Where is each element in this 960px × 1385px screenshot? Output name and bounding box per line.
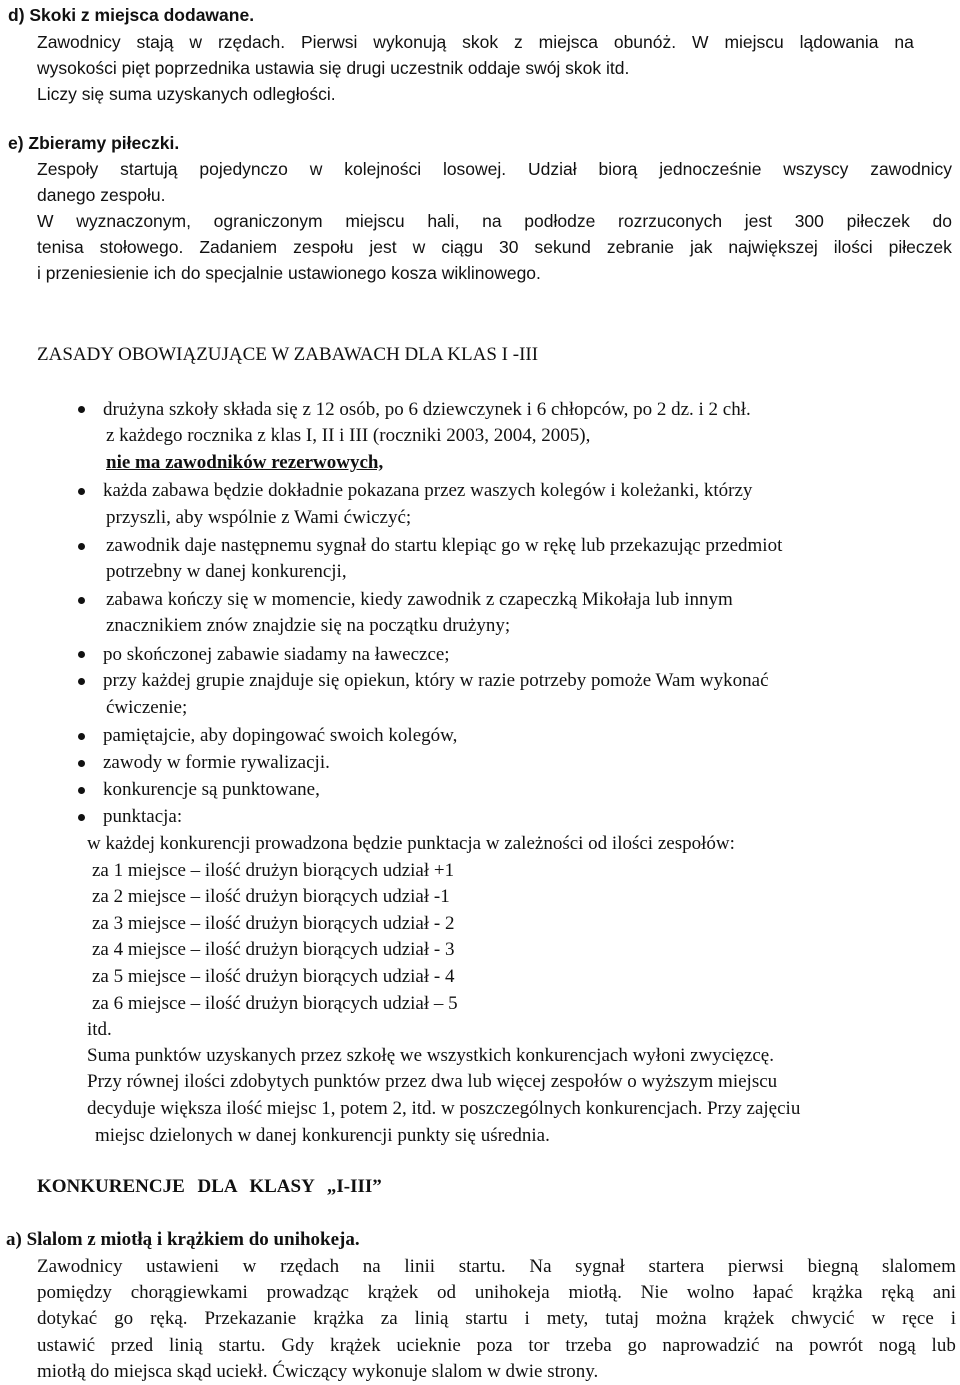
bullet-icon xyxy=(78,733,85,740)
scoring-row: za 5 miejsce – ilość drużyn biorących udział - 4 xyxy=(92,966,455,987)
scoring-etc: itd. xyxy=(87,1019,112,1040)
section-a-line-5: miotłą do miejsca skąd uciekł. Ćwiczący wykonuje slalom w dwie strony. xyxy=(37,1361,599,1382)
section-a-line-2: pomiędzy chorągiewkami prowadząc krążek od unihokeja miotłą. Nie wolno łapać krążka ręką ani xyxy=(37,1282,956,1303)
scoring-row: za 1 miejsce – ilość drużyn biorących udział +1 xyxy=(92,860,455,881)
bullet-icon xyxy=(78,651,85,658)
rule-item-4-cont: przyszli, aby wspólnie z Wami ćwiczyć; xyxy=(106,507,412,528)
section-e-line-5: i przeniesienie ich do specjalnie ustawionego kosza wiklinowego. xyxy=(37,263,541,283)
rule-item-5: zawodnik daje następnemu sygnał do startu klepiąc go w rękę lub przekazując przedmiot xyxy=(106,535,783,556)
section-a-line-4: ustawić przed linią startu. Gdy krążek ucieknie poza tor trzeba go naprowadzić na powrót nogą lub xyxy=(37,1335,956,1356)
scoring-row: za 4 miejsce – ilość drużyn biorących udział - 3 xyxy=(92,939,455,960)
summary-line-2: Przy równej ilości zdobytych punktów przez dwa lub więcej zespołów o wyższym miejscu xyxy=(87,1071,778,1092)
section-e-heading: e) Zbieramy piłeczki. xyxy=(8,133,180,153)
rule-item-6-cont: znacznikiem znów znajdzie się na początku drużyny; xyxy=(106,615,511,636)
section-a-line-1: Zawodnicy ustawieni w rzędach na linii startu. Na sygnał startera pierwsi biegną slalomem xyxy=(37,1256,956,1277)
rule-item-8: przy każdej grupie znajduje się opiekun, który w razie potrzeby pomoże Wam wykonać xyxy=(103,670,769,691)
competitions-heading: KONKURENCJE DLA KLASY „I-III” xyxy=(37,1176,382,1197)
rule-item-12: punktacja: xyxy=(103,806,183,827)
bullet-icon xyxy=(78,760,85,767)
bullet-icon xyxy=(78,787,85,794)
scoring-row: za 6 miejsce – ilość drużyn biorących udział – 5 xyxy=(92,993,458,1014)
rules-heading: ZASADY OBOWIĄZUJĄCE W ZABAWACH DLA KLAS I -III xyxy=(37,344,539,365)
section-d-line-2: wysokości pięt poprzednika ustawia się drugi uczestnik oddaje swój skok itd. xyxy=(37,58,630,78)
rule-item-7: po skończonej zabawie siadamy na ławeczce; xyxy=(103,644,450,665)
section-a-line-3: dotykać go ręką. Przekazanie krążka za linią startu i mety, tutaj można krążek chwycić w ręce i xyxy=(37,1308,956,1329)
section-e-line-2: danego zespołu. xyxy=(37,185,166,205)
rule-item-10: zawody w formie rywalizacji. xyxy=(103,752,330,773)
rule-item-2: z każdego rocznika z klas I, II i III (roczniki 2003, 2004, 2005), xyxy=(106,425,591,446)
rule-item-8-cont: ćwiczenie; xyxy=(106,697,188,718)
summary-line-1: Suma punktów uzyskanych przez szkołę we wszystkich konkurencjach wyłoni zwycięzcę. xyxy=(87,1045,774,1066)
section-d-heading: d) Skoki z miejsca dodawane. xyxy=(8,5,255,25)
section-e-line-4: tenisa stołowego. Zadaniem zespołu jest w ciągu 30 sekund zebranie jak największej ilości piłeczek xyxy=(37,237,952,257)
section-e-line-3: W wyznaczonym, ograniczonym miejscu hali, na podłodze rozrzuconych jest 300 piłeczek do xyxy=(37,211,952,231)
bullet-icon xyxy=(78,814,85,821)
bullet-icon xyxy=(78,678,85,685)
rule-item-9: pamiętajcie, aby dopingować swoich kolegów, xyxy=(103,725,458,746)
section-d-line-3: Liczy się suma uzyskanych odległości. xyxy=(37,84,336,104)
rule-item-3: nie ma zawodników rezerwowych, xyxy=(106,452,384,473)
section-e-line-1: Zespoły startują pojedynczo w kolejności losowej. Udział biorą jednocześnie wszyscy zawodnicy xyxy=(37,159,952,179)
scoring-row: za 3 miejsce – ilość drużyn biorących udział - 2 xyxy=(92,913,455,934)
section-d-line-1: Zawodnicy stają w rzędach. Pierwsi wykonują skok z miejsca obunóż. W miejscu lądowania na xyxy=(37,32,914,52)
bullet-icon xyxy=(78,597,85,604)
rule-item-11: konkurencje są punktowane, xyxy=(103,779,320,800)
section-a-heading: a) Slalom z miotłą i krążkiem do unihokeja. xyxy=(6,1229,360,1250)
rule-item-1: drużyna szkoły składa się z 12 osób, po 6 dziewczynek i 6 chłopców, po 2 dz. i 2 chł. xyxy=(103,399,751,420)
rule-item-6: zabawa kończy się w momencie, kiedy zawodnik z czapeczką Mikołaja lub innym xyxy=(106,589,733,610)
summary-line-4: miejsc dzielonych w danej konkurencji punkty się uśrednia. xyxy=(95,1125,550,1146)
scoring-row: za 2 miejsce – ilość drużyn biorących udział -1 xyxy=(92,886,450,907)
bullet-icon xyxy=(78,406,85,413)
rule-item-4: każda zabawa będzie dokładnie pokazana przez waszych kolegów i koleżanki, którzy xyxy=(103,480,753,501)
scoring-intro: w każdej konkurencji prowadzona będzie punktacja w zależności od ilości zespołów: xyxy=(87,833,735,854)
summary-line-3: decyduje większa ilość miejsc 1, potem 2, itd. w poszczególnych konkurencjach. Przy zajęciu xyxy=(87,1098,801,1119)
rule-item-5-cont: potrzebny w danej konkurencji, xyxy=(106,561,347,582)
bullet-icon xyxy=(78,543,85,550)
bullet-icon xyxy=(78,488,85,495)
